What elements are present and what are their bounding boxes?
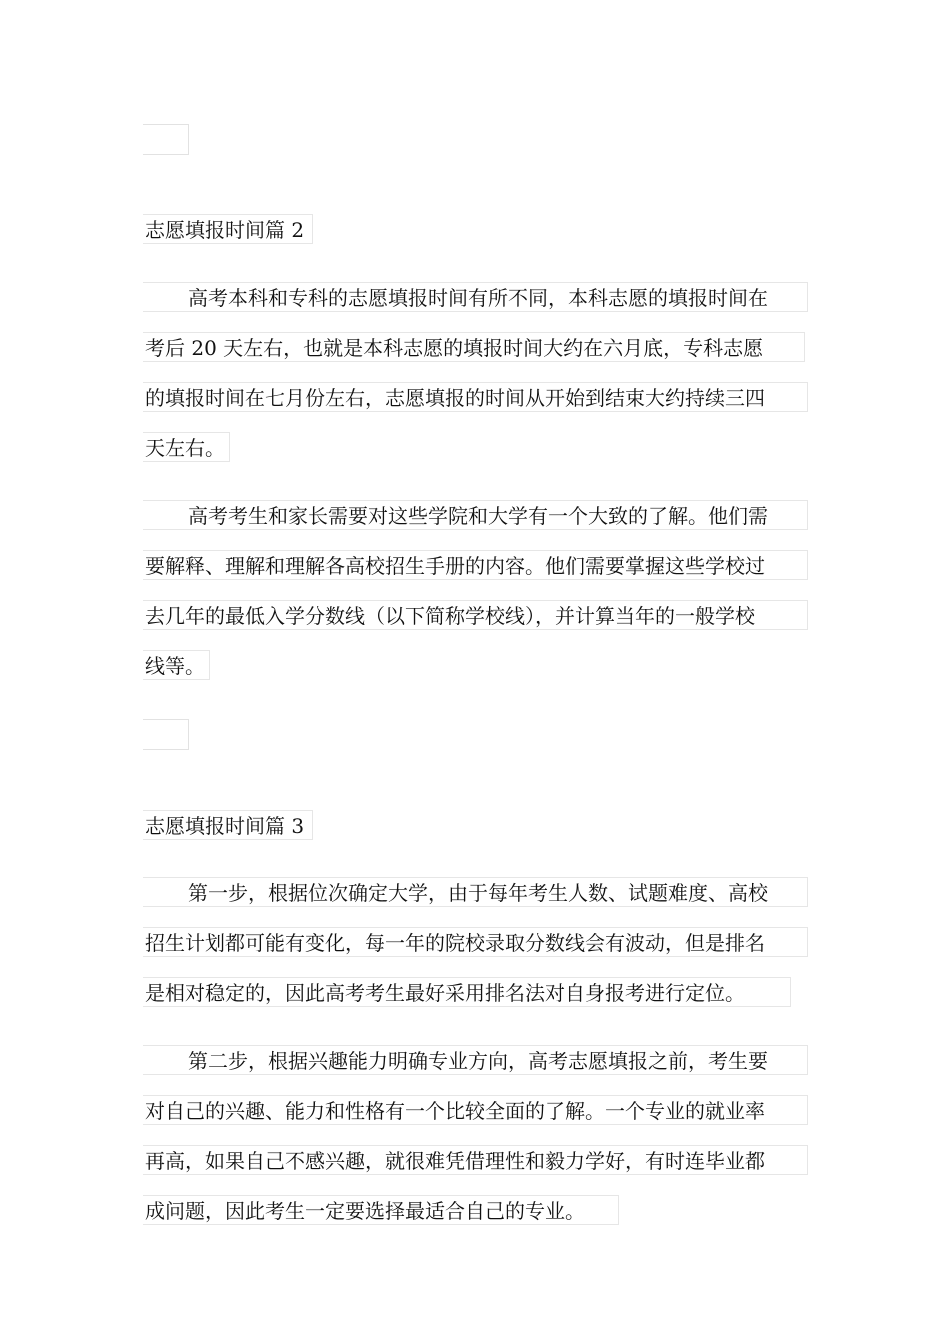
paragraph-line: 要解释、理解和理解各高校招生手册的内容。他们需要掌握这些学校过	[143, 550, 808, 580]
paragraph-line: 高考本科和专科的志愿填报时间有所不同，本科志愿的填报时间在	[143, 282, 808, 312]
paragraph-line: 线等。	[143, 650, 210, 680]
empty-text-box-top	[143, 124, 189, 155]
paragraph-line: 高考考生和家长需要对这些学院和大学有一个大致的了解。他们需	[143, 500, 808, 530]
section-heading-3: 志愿填报时间篇 3	[143, 810, 313, 840]
paragraph-line: 再高，如果自己不感兴趣，就很难凭借理性和毅力学好，有时连毕业都	[143, 1145, 808, 1175]
paragraph-line: 的填报时间在七月份左右，志愿填报的时间从开始到结束大约持续三四	[143, 382, 808, 412]
paragraph-line: 天左右。	[143, 432, 230, 462]
paragraph-line: 第一步，根据位次确定大学，由于每年考生人数、试题难度、高校	[143, 877, 808, 907]
empty-text-box-middle	[143, 719, 189, 750]
paragraph-line: 去几年的最低入学分数线（以下简称学校线），并计算当年的一般学校	[143, 600, 808, 630]
paragraph-line: 考后 20 天左右，也就是本科志愿的填报时间大约在六月底，专科志愿	[143, 332, 805, 362]
section-heading-2: 志愿填报时间篇 2	[143, 214, 313, 244]
paragraph-line: 成问题，因此考生一定要选择最适合自己的专业。	[143, 1195, 619, 1225]
paragraph-line: 是相对稳定的，因此高考考生最好采用排名法对自身报考进行定位。	[143, 977, 791, 1007]
paragraph-line: 第二步，根据兴趣能力明确专业方向，高考志愿填报之前，考生要	[143, 1045, 808, 1075]
paragraph-line: 对自己的兴趣、能力和性格有一个比较全面的了解。一个专业的就业率	[143, 1095, 808, 1125]
paragraph-line: 招生计划都可能有变化，每一年的院校录取分数线会有波动，但是排名	[143, 927, 808, 957]
